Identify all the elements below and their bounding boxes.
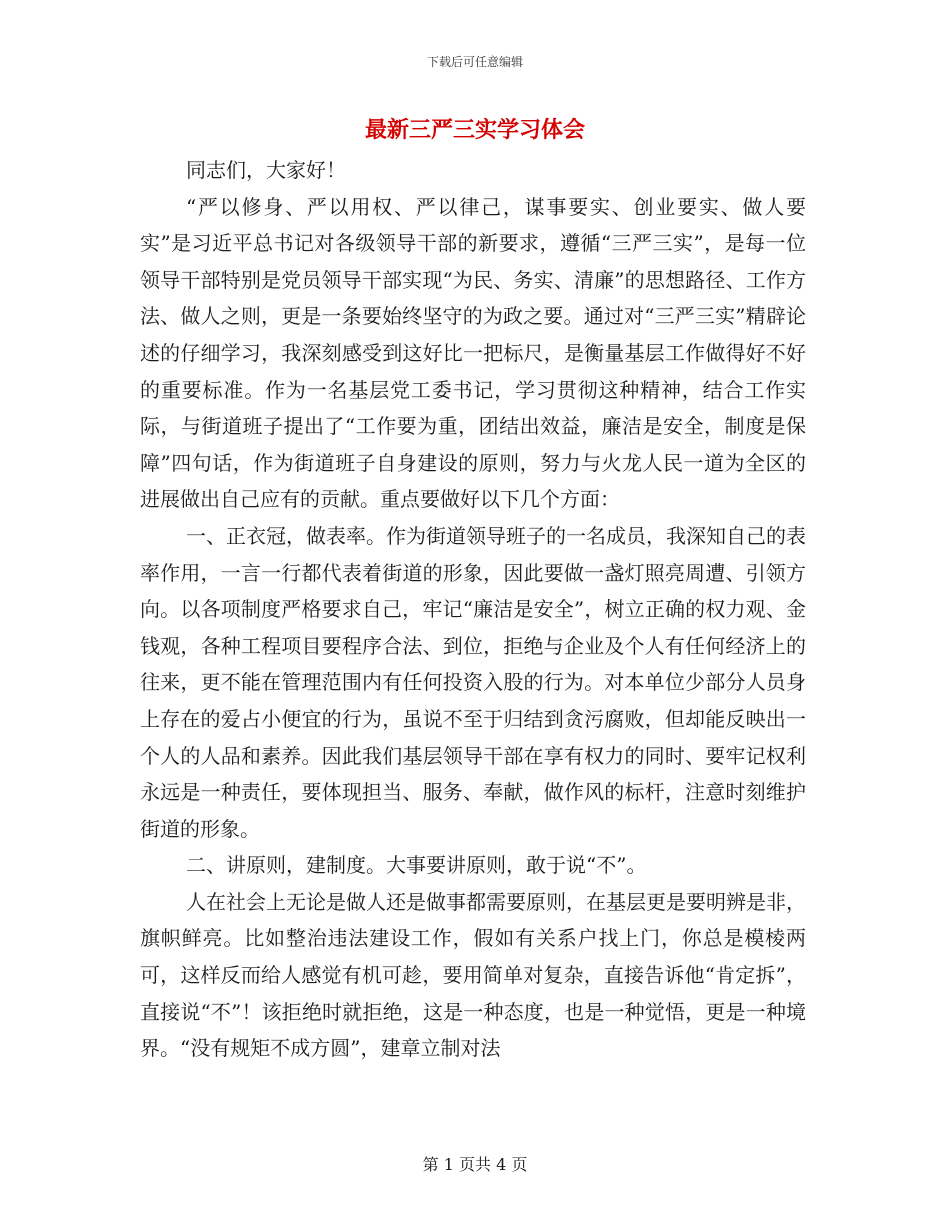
section-two-paragraph: 人在社会上无论是做人还是做事都需要原则，在基层更是要明辨是非，旗帜鲜亮。比如整治违法建设工作，假如有关系户找上门，你总是模棱两可，这样反而给人感觉有机可趁，要用简单对复杂，直接告诉他“肯定拆”，直接说“不”！该拒绝时就拒绝，这是一种态度，也是一种觉悟，更是一种境界。“没有规矩不成方圆”，建章立制对法	[140, 889, 806, 1061]
intro-paragraph: “严以修身、严以用权、严以律己，谋事要实、创业要实、做人要实”是习近平总书记对各级领导干部的新要求，遵循“三严三实”，是每一位领导干部特别是党员领导干部实现“为民、务实、清廉”的思想路径、工作方法、做人之则，更是一条要始终坚守的为政之要。通过对“三严三实”精辟论述的仔细学习，我深刻感受到这好比一把标尺，是衡量基层工作做得好不好的重要标准。作为一名基层党工委书记，学习贯彻这种精神，结合工作实际，与街道班子提出了“工作要为重，团结出效益，廉洁是安全，制度是保障”四句话，作为街道班子自身建设的原则，努力与火龙人民一道为全区的进展做出自己应有的贡献。重点要做好以下几个方面：	[140, 194, 806, 512]
section-one-paragraph: 一、正衣冠，做表率。作为街道领导班子的一名成员，我深知自己的表率作用，一言一行都代表着街道的形象，因此要做一盏灯照亮周遭、引领方向。以各项制度严格要求自己，牢记“廉洁是安全”，树立正确的权力观、金钱观，各种工程项目要程序合法、到位，拒绝与企业及个人有任何经济上的往来，更不能在管理范围内有任何投资入股的行为。对本单位少部分人员身上存在的爱占小便宜的行为，虽说不至于归结到贪污腐败，但却能反映出一个人的人品和素养。因此我们基层领导干部在享有权力的同时、要牢记权利永远是一种责任，要体现担当、服务、奉献，做作风的标杆，注意时刻维护街道的形象。	[140, 523, 806, 841]
page-header-note: 下载后可任意编辑	[426, 55, 523, 69]
document-title: 最新三严三实学习体会	[364, 117, 585, 143]
greeting-paragraph: 同志们，大家好！	[186, 158, 346, 182]
page-number: 第 1 页共 4 页	[422, 1155, 528, 1174]
document-body	[140, 152, 806, 1067]
section-two-heading: 二、讲原则，建制度。大事要讲原则，敢于说“不”。	[186, 853, 647, 878]
